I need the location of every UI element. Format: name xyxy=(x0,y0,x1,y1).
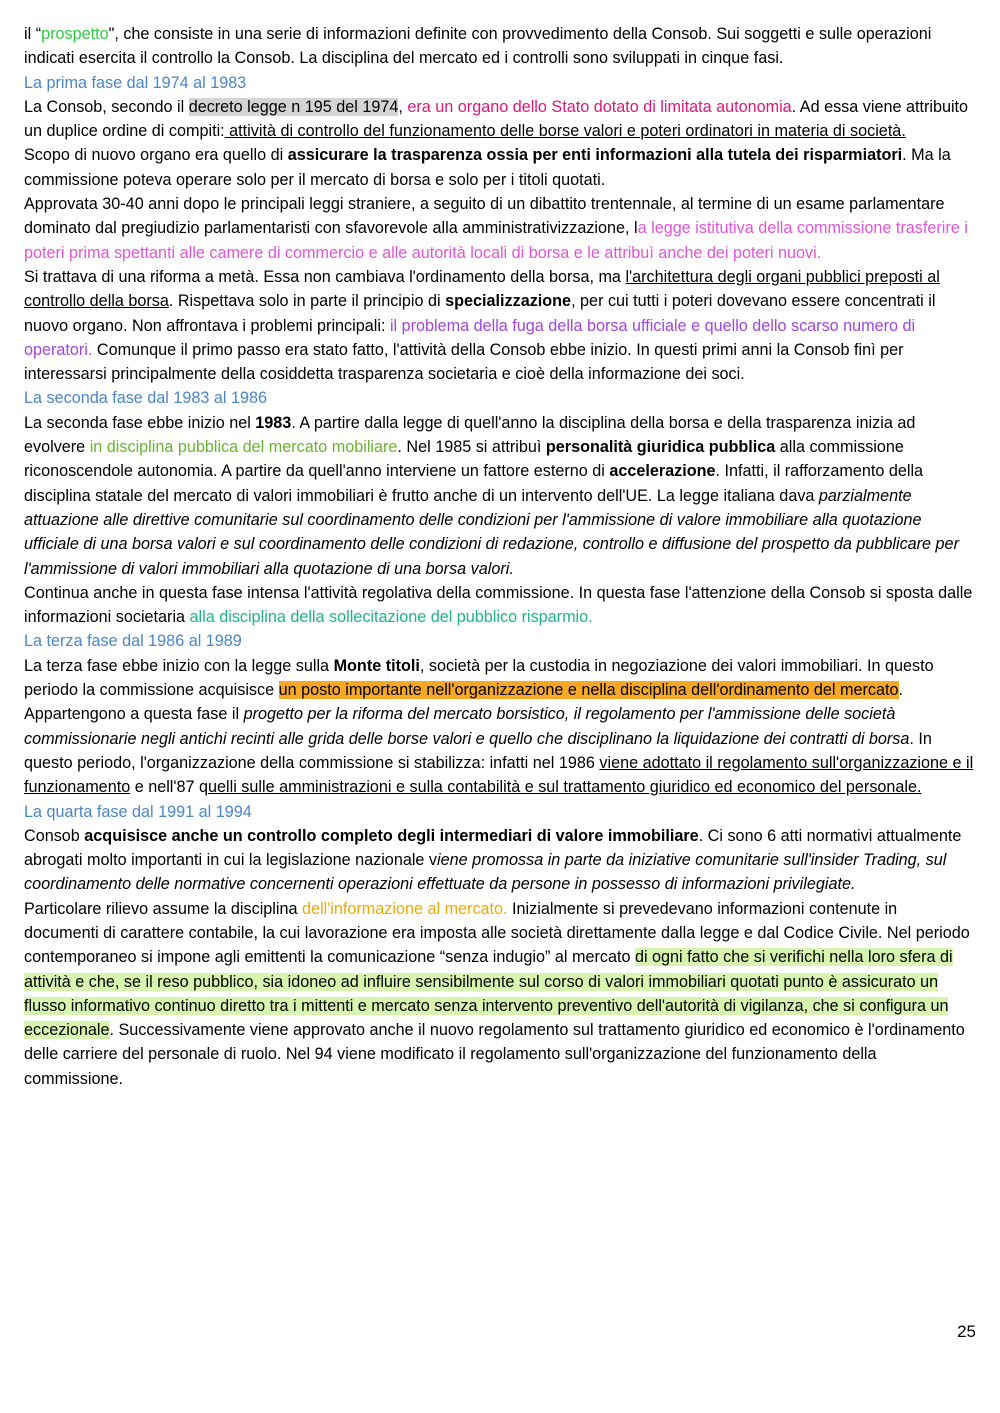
bold-phrase: acquisisce anche un controllo completo degli intermediari di valore immobiliare xyxy=(84,826,699,845)
underlined-phrase: attività di controllo del funzionamento delle borse valori e poteri ordinatori in materia di società. xyxy=(224,122,906,141)
text-run: Approvata 30-40 anni dopo le principali leggi straniere, a seguito di un dibattito trentennale, al termine di un esame parlamentare dominato dal pregiudizio parlamentaristi con sfavorevole alla amministrativizzazione, l xyxy=(24,195,945,238)
text-run: e nell'87 q xyxy=(130,778,208,797)
underlined-phrase: viene adottato il regolamento sull'organizzazione e il funzionamento xyxy=(24,753,974,797)
text-run: La terza fase ebbe inizio con la legge sulla xyxy=(24,656,334,675)
paragraph-riforma xyxy=(24,265,976,386)
text-run: Inizialmente si prevedevano informazioni contenute in documenti di carattere contabile, la cui lavorazione era imposta alle società direttamente dalla legge e dal Codice Civile. Nel periodo contemporaneo si impone agli emittenti la comunicazione “senza indugio” al mercato xyxy=(24,899,970,967)
italic-phrase: progetto per la riforma del mercato borsistico, il regolamento per l'ammissione delle società commissionarie negli antichi recinti alle grida delle borse valori e quello che disciplinano la liquidazione dei contratti di borsa xyxy=(24,705,910,748)
paragraph-quarta-fase xyxy=(24,824,976,897)
section-heading-second-phase: La seconda fase dal 1983 al 1986 xyxy=(24,389,268,408)
text-run: Comunque il primo passo era stato fatto, l'attività della Consob ebbe inizio. In questi primi anni la Consob finì per interessarsi principalmente della cosiddetta trasparenza societaria e cioè della informazione dei soci. xyxy=(24,340,904,384)
text-run: . Infatti, il rafforzamento della disciplina statale del mercato di valori immobiliari è frutto anche di un intervento dell'UE. La legge italiana dava xyxy=(24,462,924,505)
text-run: , xyxy=(398,97,408,116)
colored-phrase: il problema della fuga della borsa ufficiale e quello dello scarso numero di operatori. xyxy=(24,316,916,359)
text-run: il “ xyxy=(24,25,42,43)
italic-phrase: iene promossa in parte da iniziative comunitarie sull'insider Trading, sul coordinamento delle normative concernenti operazioni effettuate da persone in possesso di informazioni privilegiate. xyxy=(24,851,947,894)
colored-phrase: in disciplina pubblica del mercato mobiliare xyxy=(89,438,398,457)
paragraph-informazione-mercato xyxy=(24,897,976,1091)
paragraph-approvata xyxy=(24,192,976,265)
text-run: . In questo periodo, l'organizzazione della commissione si stabilizza: infatti nel 1986 xyxy=(24,729,932,772)
colored-phrase: dell'informazione al mercato. xyxy=(302,899,508,918)
text-run: Si trattava di una riforma a metà. Essa non cambiava l'ordinamento della borsa, ma xyxy=(24,267,626,286)
text-run: La seconda fase ebbe inizio nel xyxy=(24,413,256,432)
bold-phrase: personalità giuridica pubblica xyxy=(545,438,776,457)
paragraph-scopo xyxy=(24,143,976,192)
bold-phrase: specializzazione xyxy=(445,292,572,311)
text-run: . Rispettava solo in parte il principio di xyxy=(168,292,446,311)
highlighted-phrase: un posto importante nell'organizzazione e nella disciplina dell'ordinamento del mercato xyxy=(278,681,899,700)
text-run: Particolare rilievo assume la disciplina xyxy=(24,899,303,918)
paragraph-prospetto xyxy=(24,22,976,71)
bold-phrase: assicurare la trasparenza ossia per enti informazioni alla tutela dei risparmiatori xyxy=(287,146,903,165)
section-heading-fourth-phase: La quarta fase dal 1991 al 1994 xyxy=(24,802,252,821)
highlighted-term: prospetto xyxy=(41,25,109,43)
text-run: . Nel 1985 si attribuì xyxy=(397,438,546,457)
paragraph-terza-fase xyxy=(24,654,976,800)
highlighted-decree: decreto legge n 195 del 1974 xyxy=(188,97,399,116)
text-run: Scopo di nuovo organo era quello di xyxy=(24,146,288,165)
colored-phrase: a legge istitutiva della commissione trasferire i poteri prima spettanti alle camere di commercio e alle autorità locali di borsa e le attribuì anche dei poteri nuovi. xyxy=(24,219,968,262)
paragraph-seconda-fase xyxy=(24,411,976,581)
text-run: ", che consiste in una serie di informazioni definite con provvedimento della Consob. Sui soggetti e sulle operazioni indicati esercita il controllo la Consob. La disciplina del mercato ed i controlli sono sviluppati in cinque fasi. xyxy=(24,25,932,68)
underlined-phrase: l'architettura degli organi pubblici preposti al controllo della borsa xyxy=(24,267,940,311)
bold-phrase: 1983 xyxy=(255,413,292,432)
section-heading-third-phase: La terza fase dal 1986 al 1989 xyxy=(24,632,242,651)
paragraph-consob-organo xyxy=(24,95,976,144)
text-run: alla commissione riconoscendole autonomia. A partire da quell'anno interviene un fattore esterno di xyxy=(24,438,904,481)
text-run: , società per la custodia in negoziazione dei valori immobiliari. In questo periodo la commissione acquisisce xyxy=(24,656,934,700)
paragraph-continua xyxy=(24,581,976,630)
text-run: . Ad essa viene attribuito un duplice ordine di compiti: xyxy=(24,97,969,141)
highlighted-phrase: di ogni fatto che si verifichi nella loro sfera di attività e che, se il reso pubblico, sia idoneo ad influire sensibilmente sul corso di valori immobiliari quotati punto è assicurato un flusso informativo continuo diretto tra i mittenti e mercato senza intervento preventivo dell'autorità di vigilanza, che si configura un eccezionale xyxy=(24,948,953,1040)
document-body xyxy=(24,22,976,1091)
colored-phrase: alla disciplina della sollecitazione del pubblico risparmio. xyxy=(189,608,593,627)
text-run: . Appartengono a questa fase il xyxy=(24,681,904,724)
page-number: 25 xyxy=(957,1322,976,1341)
text-run: , per cui tutti i poteri dovevano essere concentrati il nuovo organo. Non affrontava i problemi principali: xyxy=(24,292,936,335)
text-run: Continua anche in questa fase intensa l'attività regolativa della commissione. In questa fase l'attenzione della Consob si sposta dalle informazioni societaria xyxy=(24,583,973,627)
text-run: . Successivamente viene approvato anche il nuovo regolamento sul trattamento giuridico ed economico è l'ordinamento delle carriere del personale di ruolo. Nel 94 viene modificato il regolamento sull'organizzazione del funzionamento della commissione. xyxy=(24,1021,965,1088)
italic-phrase: parzialmente attuazione alle direttive comunitarie sul coordinamento delle condizioni per l'ammissione di valore immobiliare alla quotazione ufficiale di una borsa valori e sul coordinamento delle condizioni di redazione, controllo e diffusione del prospetto da pubblicare per l'ammissione di valori immobiliari alla quotazione di una borsa valori. xyxy=(24,486,959,578)
underlined-phrase: uelli sulle amministrazioni e sulla contabilità e sul trattamento giuridico ed economico del personale. xyxy=(208,778,922,797)
text-run: La Consob, secondo il xyxy=(24,97,189,116)
text-run: . Ma la commissione poteva operare solo per il mercato di borsa e solo per i titoli quotati. xyxy=(24,146,951,189)
text-run: . A partire dalla legge di quell'anno la disciplina della borsa e della trasparenza inizia ad evolvere xyxy=(24,413,916,457)
text-run: Consob xyxy=(24,826,85,845)
colored-phrase: era un organo dello Stato dotato di limitata autonomia xyxy=(407,97,792,116)
section-heading-first-phase: La prima fase dal 1974 al 1983 xyxy=(24,73,247,92)
text-run: . Ci sono 6 atti normativi attualmente abrogati molto importanti in cui la legislazione nazionale v xyxy=(24,826,962,870)
bold-phrase: Monte titoli xyxy=(333,656,420,675)
bold-phrase: accelerazione xyxy=(609,462,716,481)
